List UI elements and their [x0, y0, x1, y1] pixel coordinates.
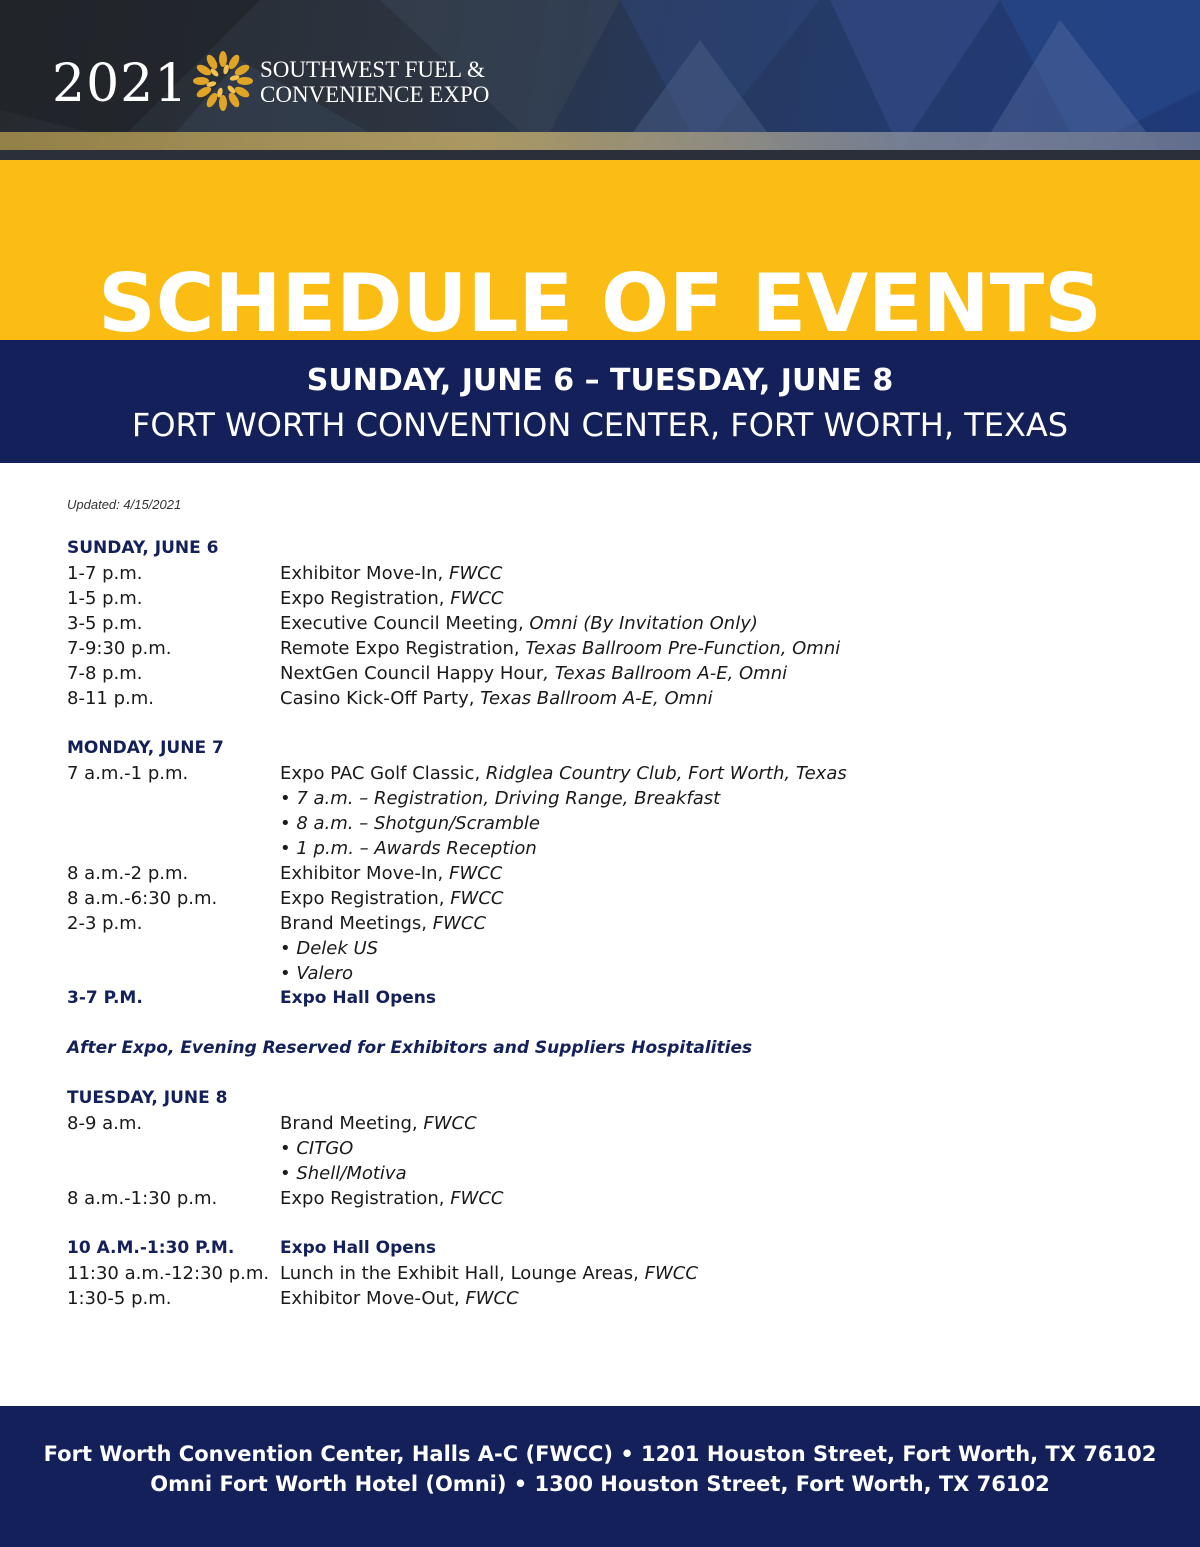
schedule-row	[67, 611, 1147, 636]
event-time: 8-11 p.m.	[67, 688, 154, 709]
event-description	[280, 1161, 407, 1186]
schedule-row	[67, 1261, 1147, 1286]
event-location: , Texas Ballroom A-E, Omni	[543, 663, 788, 684]
event-dates: SUNDAY, JUNE 6 – TUESDAY, JUNE 8	[306, 363, 894, 398]
event-description	[280, 636, 840, 661]
event-name: Lunch in the Exhibit Hall, Lounge Areas,	[280, 1263, 645, 1284]
event-location: • Shell/Motiva	[280, 1163, 407, 1184]
event-description	[280, 661, 787, 686]
event-location: FWCC	[432, 913, 487, 934]
schedule-row	[67, 1111, 1147, 1136]
schedule-row	[67, 636, 1147, 661]
event-time	[67, 961, 280, 986]
event-time: 1:30-5 p.m.	[67, 1288, 172, 1309]
event-description	[280, 861, 502, 886]
event-time: 3-7 P.M.	[67, 988, 143, 1008]
schedule-list	[67, 536, 1147, 1311]
event-name: Executive Council Meeting,	[280, 613, 530, 634]
event-name: Expo Registration,	[280, 1188, 451, 1209]
event-description	[280, 911, 486, 936]
schedule-row	[67, 861, 1147, 886]
logo-org-name: SOUTHWEST FUEL & CONVENIENCE EXPO	[260, 57, 490, 107]
event-time: 11:30 a.m.-12:30 p.m.	[67, 1263, 270, 1284]
schedule-row	[67, 686, 1147, 711]
schedule-row-highlight	[67, 986, 1147, 1011]
event-location: Texas Ballroom A-E, Omni	[480, 688, 713, 709]
event-location: • 1 p.m. – Awards Reception	[280, 838, 537, 859]
logo-year: 2021	[52, 54, 189, 114]
event-location: • Delek US	[280, 938, 379, 959]
schedule-row	[67, 811, 1147, 836]
event-description	[280, 961, 353, 986]
event-location: FWCC	[423, 1113, 477, 1134]
schedule-row-highlight	[67, 1236, 1147, 1261]
event-description	[280, 586, 503, 611]
event-location: FWCC	[450, 1188, 504, 1209]
event-name: Expo Hall Opens	[280, 988, 436, 1008]
event-description	[280, 561, 502, 586]
event-description	[280, 1111, 477, 1136]
event-name: Exhibitor Move-Out,	[280, 1288, 466, 1309]
event-time	[67, 1136, 280, 1161]
event-location: Omni (By Invitation Only)	[529, 613, 758, 634]
page-title: SCHEDULE OF EVENTS	[98, 257, 1102, 350]
event-time: 1-7 p.m.	[67, 563, 143, 584]
section-gap	[67, 1061, 1147, 1086]
day-heading: MONDAY, JUNE 7	[67, 738, 224, 758]
section-gap	[67, 711, 1147, 736]
event-time	[67, 786, 280, 811]
event-time: 8-9 a.m.	[67, 1113, 143, 1134]
schedule-row	[67, 911, 1147, 936]
schedule-row	[67, 886, 1147, 911]
schedule-note: After Expo, Evening Reserved for Exhibitors and Suppliers Hospitalities	[67, 1038, 753, 1058]
event-time: 8 a.m.-2 p.m.	[67, 863, 189, 884]
event-time: 10 A.M.-1:30 P.M.	[67, 1238, 235, 1258]
event-name: Expo Registration,	[280, 888, 451, 909]
schedule-row	[67, 836, 1147, 861]
event-name: Exhibitor Move-In,	[280, 863, 449, 884]
event-time	[67, 836, 280, 861]
event-location: FWCC	[465, 1288, 519, 1309]
event-description	[280, 836, 537, 861]
updated-date: Updated: 4/15/2021	[67, 497, 182, 512]
event-time: 7 a.m.-1 p.m.	[67, 763, 189, 784]
event-location: • 7 a.m. – Registration, Driving Range, Breakfast	[280, 788, 721, 809]
footer	[0, 1406, 1200, 1547]
event-time: 7-8 p.m.	[67, 663, 143, 684]
event-time: 7-9:30 p.m.	[67, 638, 172, 659]
event-location: • Valero	[280, 963, 354, 984]
event-description	[280, 886, 503, 911]
gold-stripe	[0, 132, 1200, 150]
event-name: NextGen Council Happy Hour	[280, 663, 544, 684]
schedule-row	[67, 1186, 1147, 1211]
event-location: Ridglea Country Club, Fort Worth, Texas	[485, 763, 847, 784]
event-name: Brand Meetings,	[280, 913, 433, 934]
event-description	[280, 1286, 519, 1311]
event-description	[280, 611, 758, 636]
event-description	[280, 936, 378, 961]
event-location: FWCC	[644, 1263, 698, 1284]
event-time: 3-5 p.m.	[67, 613, 143, 634]
event-location: Texas Ballroom Pre-Function, Omni	[525, 638, 841, 659]
event-location: FWCC	[450, 588, 504, 609]
section-gap	[67, 1011, 1147, 1036]
event-time	[67, 811, 280, 836]
schedule-row	[67, 1161, 1147, 1186]
schedule-row	[67, 1136, 1147, 1161]
event-location: • 8 a.m. – Shotgun/Scramble	[280, 813, 540, 834]
event-name: Exhibitor Move-In,	[280, 563, 449, 584]
event-name: Brand Meeting,	[280, 1113, 424, 1134]
schedule-row	[67, 786, 1147, 811]
day-heading: TUESDAY, JUNE 8	[67, 1088, 228, 1108]
day-heading: SUNDAY, JUNE 6	[67, 538, 219, 558]
event-name: Expo PAC Golf Classic,	[280, 763, 486, 784]
event-description	[280, 761, 847, 786]
event-location: FWCC	[450, 888, 504, 909]
event-description	[280, 811, 540, 836]
sunburst-icon	[190, 48, 256, 114]
event-description	[280, 686, 713, 711]
event-location: FWCC	[448, 863, 503, 884]
event-description	[280, 986, 436, 1011]
event-name: Expo Registration,	[280, 588, 451, 609]
event-time	[67, 1161, 280, 1186]
footer-address-fwcc: Fort Worth Convention Center, Halls A-C (FWCC) • 1201 Houston Street, Fort Worth, TX 76102	[43, 1442, 1157, 1466]
event-time: 1-5 p.m.	[67, 588, 143, 609]
event-name: Remote Expo Registration,	[280, 638, 526, 659]
event-name: Expo Hall Opens	[280, 1238, 436, 1258]
dark-stripe	[0, 150, 1200, 160]
header-banner	[0, 0, 1200, 160]
schedule-row	[67, 1286, 1147, 1311]
schedule-row	[67, 586, 1147, 611]
event-location: • CITGO	[280, 1138, 354, 1159]
schedule-row	[67, 961, 1147, 986]
event-time	[67, 936, 280, 961]
event-description	[280, 786, 720, 811]
event-time: 8 a.m.-1:30 p.m.	[67, 1188, 218, 1209]
footer-address-omni: Omni Fort Worth Hotel (Omni) • 1300 Houston Street, Fort Worth, TX 76102	[150, 1472, 1050, 1496]
event-venue: FORT WORTH CONVENTION CENTER, FORT WORTH, TEXAS	[131, 406, 1069, 444]
event-time: 8 a.m.-6:30 p.m.	[67, 888, 218, 909]
row-gap	[67, 1211, 1147, 1236]
event-description	[280, 1186, 503, 1211]
schedule-row	[67, 561, 1147, 586]
event-name: Casino Kick-Off Party,	[280, 688, 481, 709]
event-description	[280, 1136, 353, 1161]
event-location: FWCC	[448, 563, 503, 584]
schedule-row	[67, 761, 1147, 786]
schedule-row	[67, 936, 1147, 961]
schedule-row	[67, 661, 1147, 686]
event-time: 2-3 p.m.	[67, 913, 143, 934]
event-description	[280, 1236, 436, 1261]
event-description	[280, 1261, 698, 1286]
